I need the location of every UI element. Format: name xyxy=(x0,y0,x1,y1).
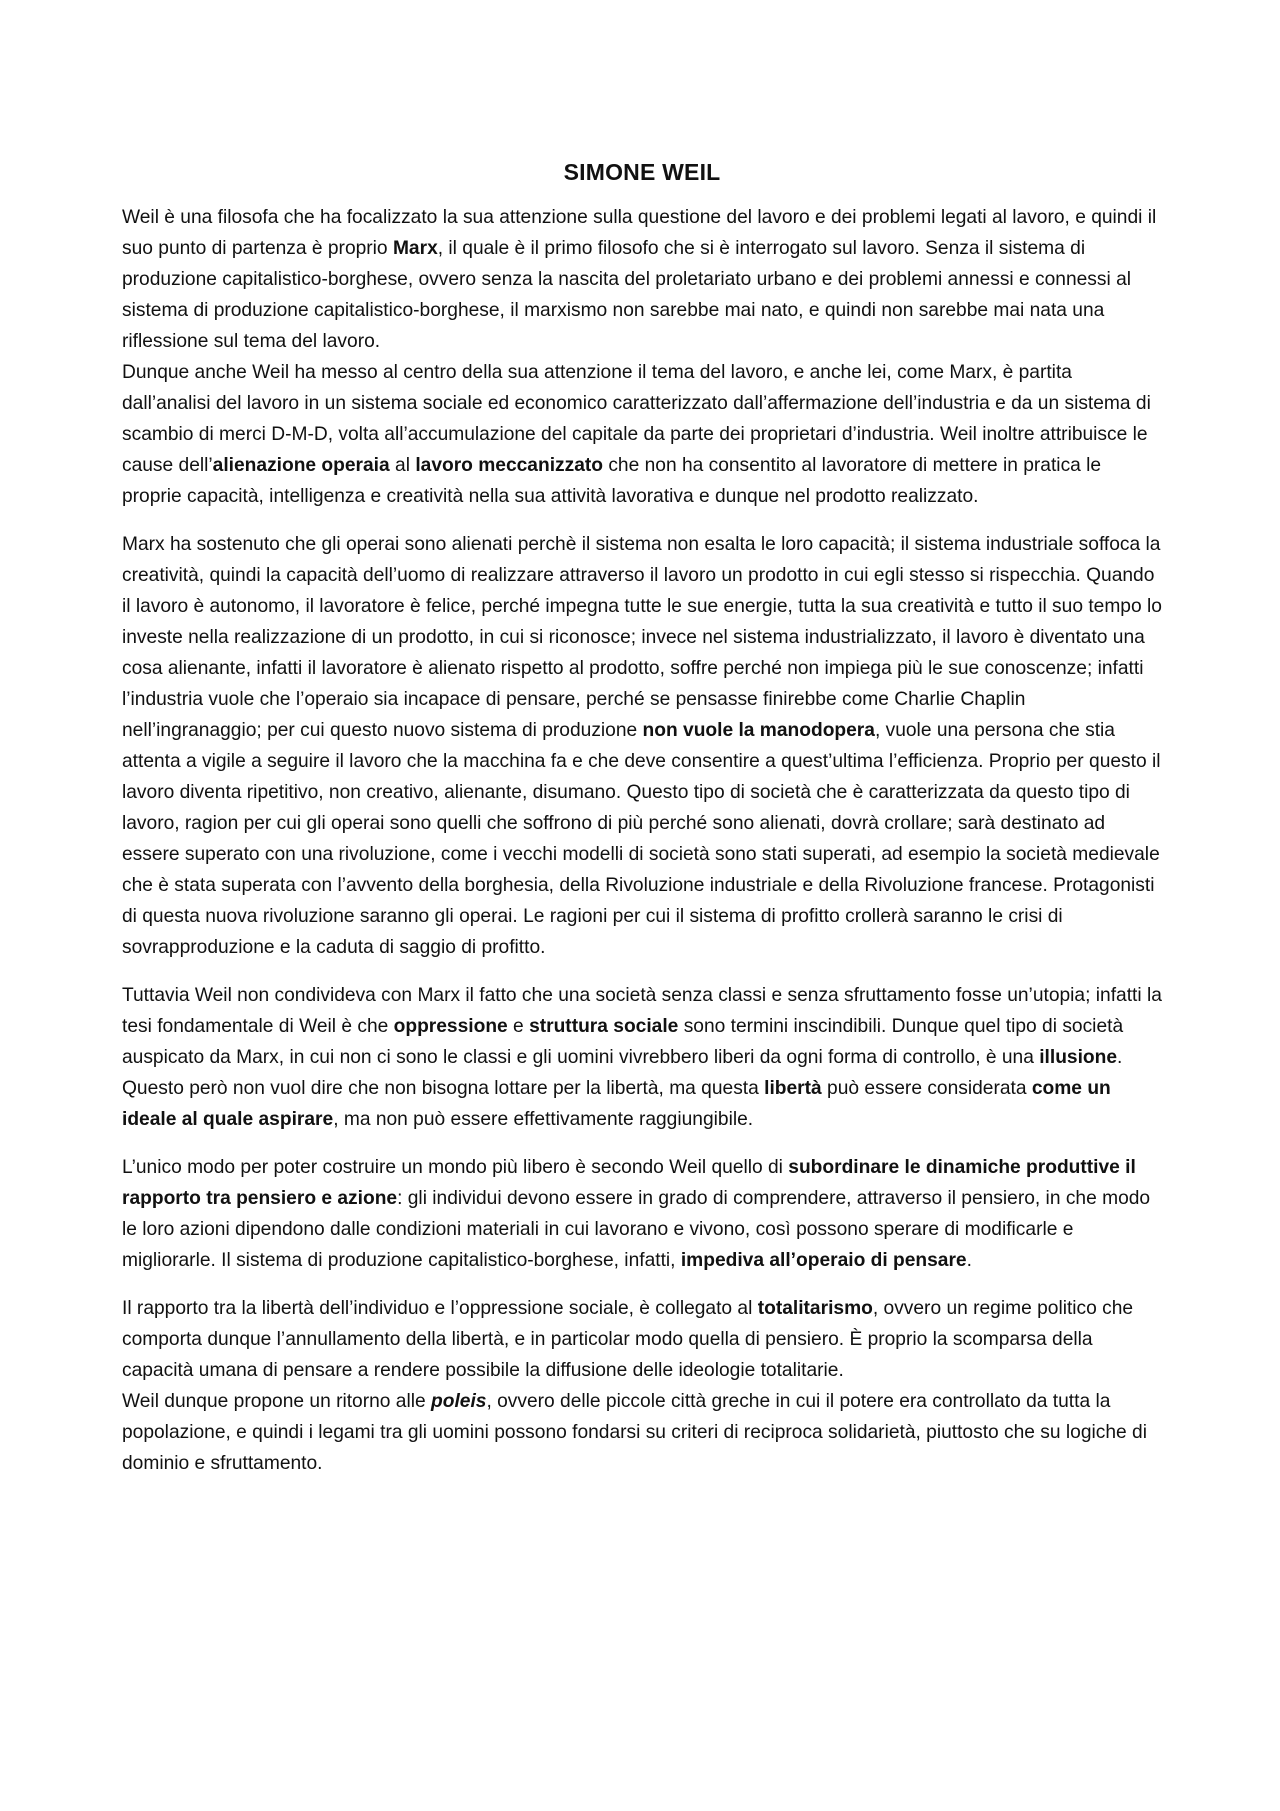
text-run: Weil è una filosofa che ha focalizzato la sua attenzione sulla questione del lavoro e dei problemi legati al lavoro, e quindi il suo punto di partenza è proprio xyxy=(122,207,1157,259)
paragraph-weil-work-analysis xyxy=(122,357,1162,512)
emphasis-bold: oppressione xyxy=(393,1016,508,1037)
emphasis-bold: alienazione operaia xyxy=(212,455,390,476)
text-run: . Questo però non vuol dire che non bisogna lottare per la libertà, ma questa xyxy=(122,1047,1123,1099)
emphasis-bold: come un ideale al quale aspirare xyxy=(122,1078,1111,1130)
emphasis-bold: impediva all’operaio di pensare xyxy=(680,1250,967,1271)
text-run: Il rapporto tra la libertà dell’individuo e l’oppressione sociale, è collegato al xyxy=(122,1298,758,1319)
text-run: al xyxy=(389,455,416,476)
text-run: , il quale è il primo filosofo che si è interrogato sul lavoro. Senza il sistema di produzione capitalistico-borghese, ovvero senza la nascita del proletariato urbano e dei problemi annessi e connessi al sistema di produzione capitalistico-borghese, il marxismo non sarebbe mai nato, e quindi non sarebbe mai nata una riflessione sul tema del lavoro. xyxy=(122,238,1132,352)
text-run: sono termini inscindibili. Dunque quel tipo di società auspicato da Marx, in cui non ci sono le classi e gli uomini vivrebbero liberi da ogni forma di controllo, è una xyxy=(122,1016,1124,1068)
text-run: . xyxy=(966,1250,972,1271)
document-title: SIMONE WEIL xyxy=(563,159,721,185)
text-run: , vuole una persona che stia attenta a vigile a seguire il lavoro che la macchina fa e che deve consentire a quest’ultima l’efficienza. Proprio per questo il lavoro diventa ripetitivo, non creativo, alienante, disumano. Questo tipo di società che è caratterizzata da questo tipo di lavoro, ragion per cui gli operai sono quelli che soffrono di più perché sono alienati, dovrà crollare; sarà destinato ad essere superato con una rivoluzione, come i vecchi modelli di società sono stati superati, ad esempio la società medievale che è stata superata con l’avvento della borghesia, della Rivoluzione industriale e della Rivoluzione francese. Protagonisti di questa nuova rivoluzione saranno gli operai. Le ragioni per cui il sistema di profitto crollerà saranno le crisi di sovrapproduzione e la caduta di saggio di profitto. xyxy=(122,720,1161,958)
paragraph-oppression-social-structure xyxy=(122,980,1162,1135)
text-run: , ma non può essere effettivamente raggiungibile. xyxy=(333,1109,754,1130)
emphasis-bold: non vuole la manodopera xyxy=(642,720,875,741)
text-run: , ovvero un regime politico che comporta dunque l’annullamento della libertà, e in particolar modo quella di pensiero. È proprio la scomparsa della capacità umana di pensare a rendere possibile la diffusione delle ideologie totalitarie. xyxy=(122,1298,1134,1381)
emphasis-bold: libertà xyxy=(764,1078,822,1099)
text-run: , ovvero delle piccole città greche in cui il potere era controllato da tutta la popolazione, e quindi i legami tra gli uomini possono fondarsi su criteri di reciproca solidarietà, piuttosto che su logiche di dominio e sfruttamento. xyxy=(122,1391,1147,1474)
paragraph-marx-alienation xyxy=(122,529,1162,963)
emphasis-bold: Marx xyxy=(392,238,438,259)
emphasis-bold: illusione xyxy=(1039,1047,1118,1068)
emphasis-bold: struttura sociale xyxy=(529,1016,679,1037)
paragraph-marx-starting-point xyxy=(122,202,1162,357)
text-run: : gli individui devono essere in grado di comprendere, attraverso il pensiero, in che modo le loro azioni dipendono dalle condizioni materiali in cui lavorano e vivono, così possono sperare di modificarle e migliorarle. Il sistema di produzione capitalistico-borghese, infatti, xyxy=(122,1188,1151,1271)
text-run: Marx ha sostenuto che gli operai sono alienati perchè il sistema non esalta le loro capacità; il sistema industriale soffoca la creatività, quindi la capacità dell’uomo di realizzare attraverso il lavoro un prodotto in cui egli stesso si rispecchia. Quando il lavoro è autonomo, il lavoratore è felice, perché impegna tutte le sue energie, tutta la sua creatività e tutto il suo tempo lo investe nella realizzazione di un prodotto, in cui si riconosce; invece nel sistema industrializzato, il lavoro è diventato una cosa alienante, infatti il lavoratore è alienato rispetto al prodotto, soffre perché non impiega più le sue conoscenze; infatti l’industria vuole che l’operaio sia incapace di pensare, perché se pensasse finirebbe come Charlie Chaplin nell’ingranaggio; per cui questo nuovo sistema di produzione xyxy=(122,534,1162,741)
text-run: L’unico modo per poter costruire un mondo più libero è secondo Weil quello di xyxy=(122,1157,789,1178)
paragraph-totalitarianism xyxy=(122,1293,1162,1386)
paragraph-thought-and-action xyxy=(122,1152,1162,1276)
paragraph-poleis xyxy=(122,1386,1162,1479)
text-run: può essere considerata xyxy=(821,1078,1032,1099)
emphasis-bold: subordinare le dinamiche produttive il rapporto tra pensiero e azione xyxy=(122,1157,1136,1209)
emphasis-bold-italic: poleis xyxy=(431,1391,487,1412)
text-run: Weil dunque propone un ritorno alle xyxy=(122,1391,431,1412)
emphasis-bold: lavoro meccanizzato xyxy=(415,455,603,476)
text-run: Dunque anche Weil ha messo al centro della sua attenzione il tema del lavoro, e anche lei, come Marx, è partita dall’analisi del lavoro in un sistema sociale ed economico caratterizzato dall’affermazione dell’industria e da un sistema di scambio di merci D-M-D, volta all’accumulazione del capitale da parte dei proprietari d’industria. Weil inoltre attribuisce le cause dell’ xyxy=(122,362,1151,476)
document-page xyxy=(122,150,1162,1479)
emphasis-bold: totalitarismo xyxy=(757,1298,873,1319)
text-run: Tuttavia Weil non condivideva con Marx il fatto che una società senza classi e senza sfruttamento fosse un’utopia; infatti la tesi fondamentale di Weil è che xyxy=(122,985,1162,1037)
text-run: e xyxy=(507,1016,530,1037)
text-run: che non ha consentito al lavoratore di mettere in pratica le proprie capacità, intelligenza e creatività nella sua attività lavorativa e dunque nel prodotto realizzato. xyxy=(122,455,1102,507)
